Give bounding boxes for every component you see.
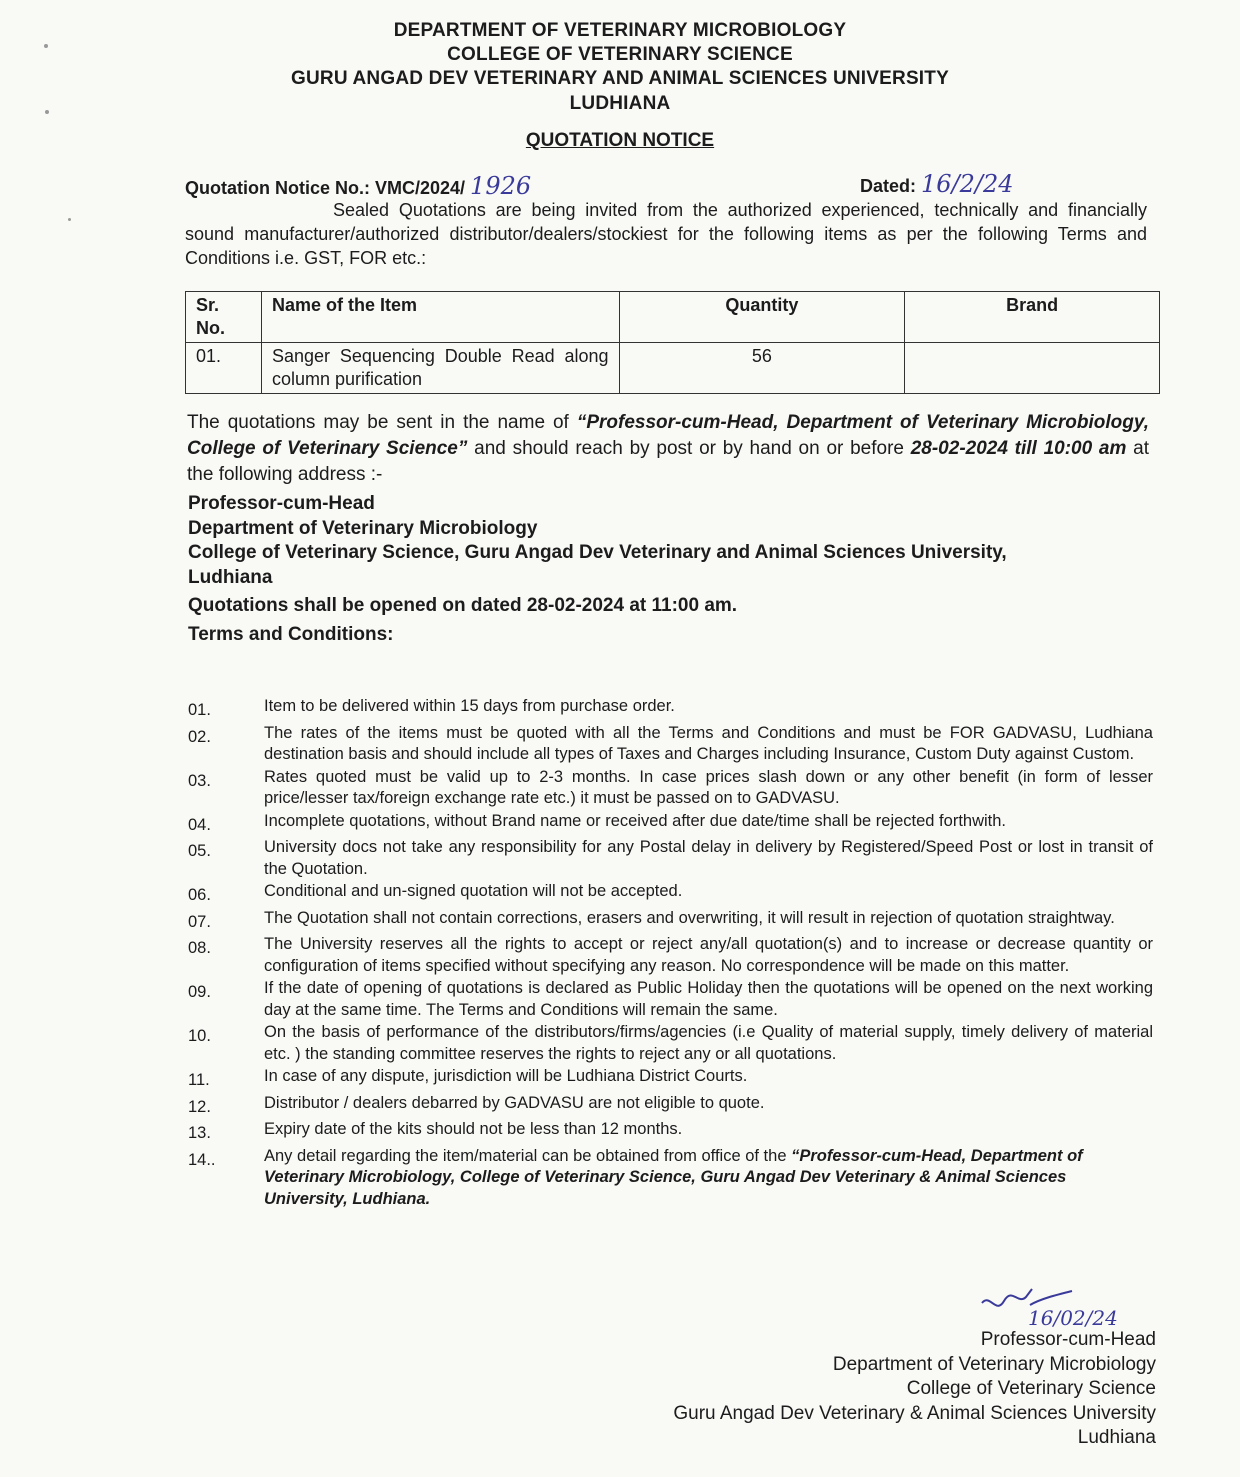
scan-speck: [45, 110, 49, 114]
notice-date: [860, 170, 1014, 198]
scan-speck: [44, 44, 48, 48]
notice-number-handwritten: 1926: [470, 172, 532, 200]
table-row: [186, 343, 1160, 394]
list-item: 05. University docs not take any responsibility for any Postal delay in delivery by Registered/Speed Post or lost in transit of the Quotation.: [188, 838, 1153, 878]
items-table-header: [186, 292, 1160, 343]
list-item: 01. Item to be delivered within 15 days from purchase order.: [188, 697, 675, 719]
submission-deadline: 28-02-2024 till 10:00 am: [910, 438, 1127, 459]
header-university: GURU ANGAD DEV VETERINARY AND ANIMAL SCIENCES UNIVERSITY: [291, 68, 949, 89]
list-item: 03. Rates quoted must be valid up to 2-3 months. In case prices slash down or any other benefit (in form of lesser price/lesser tax/foreign exchange rate etc.) it must be passed on to GADVASU.: [188, 767, 1153, 807]
opening-date: Quotations shall be opened on dated 28-02-2024 at 11:00 am.: [188, 595, 738, 616]
submission-paragraph: The quotations may be sent in the name of “Professor-cum-Head, Department of Veterinary Microbiology, College of Veterinary Science” and should reach by post or by hand on or before 28-02-2024 till 10:00 am at the following address :-: [187, 412, 1149, 485]
signature-icon: [960, 1275, 1140, 1335]
terms-list: [188, 696, 1153, 1211]
row-sr-no: 01.: [186, 343, 262, 394]
items-table: [185, 291, 1160, 394]
terms-heading: Terms and Conditions:: [188, 624, 394, 645]
list-item: 07. The Quotation shall not contain corrections, erasers and overwriting, it will result in rejection of quotation straightway.: [188, 908, 1115, 931]
list-item: 08. The University reserves all the rights to accept or reject any/all quotation(s) and to increase or decrease quantity or configuration of items specified without specifying any reason. No correspondence will be made on this matter.: [188, 935, 1153, 975]
column-quantity: Quantity: [619, 292, 905, 343]
notice-reference: [185, 172, 531, 200]
header-city: LUDHIANA: [569, 93, 671, 114]
column-brand: Brand: [905, 292, 1160, 343]
signature-date: 16/02/24: [1028, 1306, 1118, 1330]
row-brand: [905, 343, 1160, 394]
row-item-name: Sanger Sequencing Double Read along column purification: [261, 343, 619, 394]
list-item: 14.. Any detail regarding the item/material can be obtained from office of the “Professor-cum-Head, Department of Veterinary Microbiology, College of Veterinary Science, Guru Angad Dev Veterinary & Animal Sciences University, Ludhiana.: [188, 1146, 1083, 1208]
list-item: 10. On the basis of performance of the distributors/firms/agencies (i.e Quality of material supply, timely delivery of material etc. ) the standing committee reserves the rights to reject any or all quotations.: [188, 1023, 1153, 1063]
notice-number-label: Quotation Notice No.: VMC/2024/: [185, 178, 466, 198]
notice-date-handwritten: 16/2/24: [921, 170, 1014, 198]
signatory-block: Professor-cum-Head Department of Veterinary Microbiology College of Veterinary Science Guru Angad Dev Veterinary & Animal Sciences University Ludhiana: [673, 1329, 1156, 1448]
header-college: COLLEGE OF VETERINARY SCIENCE: [447, 44, 793, 65]
list-item: 13. Expiry date of the kits should not be less than 12 months.: [188, 1120, 683, 1142]
header-department: DEPARTMENT OF VETERINARY MICROBIOLOGY: [393, 20, 847, 41]
notice-date-label: Dated:: [860, 176, 917, 196]
list-item: 06. Conditional and un-signed quotation will not be accepted.: [188, 882, 683, 904]
row-quantity: 56: [619, 343, 905, 394]
list-item: 04. Incomplete quotations, without Brand name or received after due date/time shall be rejected forthwith.: [188, 811, 1007, 834]
intro-paragraph: Sealed Quotations are being invited from the authorized experienced, technically and financially sound manufacturer/authorized distributor/dealers/stockiest for the following items as per the following Terms and Conditions i.e. GST, FOR etc.:: [185, 200, 1147, 268]
submission-address: Professor-cum-Head Department of Veterinary Microbiology College of Veterinary Science, Guru Angad Dev Veterinary and Animal Sciences University, Ludhiana: [188, 493, 1007, 588]
list-item: 12. Distributor / dealers debarred by GADVASU are not eligible to quote.: [188, 1093, 765, 1116]
list-item: 02. The rates of the items must be quoted with all the Terms and Conditions and must be FOR GADVASU, Ludhiana destination basis and should include all types of Taxes and Charges including Insurance, Custom Duty against Custom.: [188, 723, 1153, 763]
addressee-name: “Professor-cum-Head, Department of Veterinary Microbiology, College of Veterinary Science”: [187, 412, 1149, 459]
office-contact: “Professor-cum-Head, Department of Veterinary Microbiology, College of Veterinary Science, Guru Angad Dev Veterinary & Animal Sciences University, Ludhiana.: [264, 1146, 1083, 1208]
notice-title: QUOTATION NOTICE: [525, 130, 715, 151]
list-item: 09. If the date of opening of quotations is declared as Public Holiday then the quotations will be opened on the next working day at the same time. The Terms and Conditions will remain the same.: [188, 979, 1153, 1019]
column-sr-no: Sr. No.: [186, 292, 262, 343]
column-item-name: Name of the Item: [261, 292, 619, 343]
scan-speck: [68, 218, 71, 221]
list-item: 11. In case of any dispute, jurisdiction will be Ludhiana District Courts.: [188, 1067, 748, 1089]
